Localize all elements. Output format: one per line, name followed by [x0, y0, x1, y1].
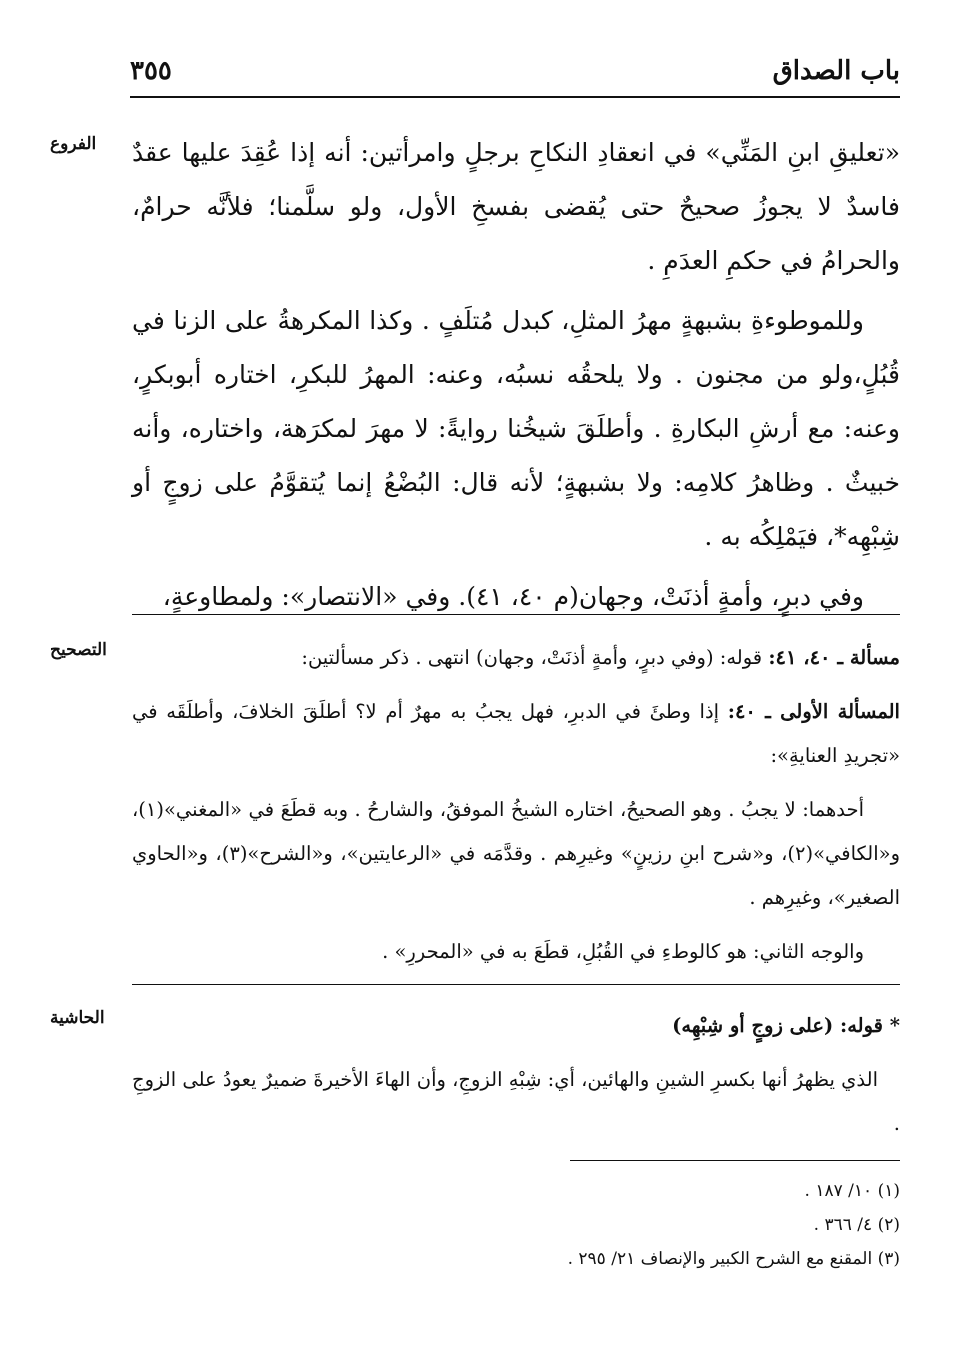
label-hashiya: الحاشية	[50, 1008, 105, 1028]
footnote-divider	[570, 1160, 900, 1161]
footnote-1: (١) ١٠/ ١٨٧ .	[804, 1181, 900, 1201]
tashih-paragraph-3: أحدهما: لا يجبُ . وهو الصحيحُ، اختاره الشيخُ الموفقُ، والشارحُ . وبه قطَعَ في «المغني»(١)، و«الكافي»(٢)، و«شرح ابنِ رزينٍ» وغيرِهم . وقدَّمَه في «الرعايتين»، و«الشرح»(٣)، و«الحاوي الصغير»، وغيرِهم .	[132, 798, 901, 909]
tashih-heading-1: مسألة ـ ٤٠، ٤١:	[768, 646, 900, 669]
tashih-paragraph-4: والوجه الثاني: هو كالوطءِ في القُبُلِ، قطَعَ به في «المحررِ» .	[382, 940, 864, 963]
tashih-heading-2: المسألة الأولى ـ ٤٠:	[727, 700, 900, 723]
header-divider	[130, 96, 900, 98]
chapter-title: باب الصداق	[772, 56, 900, 86]
tashih-block	[132, 636, 900, 984]
footnotes	[132, 1174, 900, 1276]
hashiya-block	[132, 1004, 900, 1156]
main-paragraph-2: وللموطوءةِ بشبهةٍ مهرُ المثلِ، كبدل مُتلَفٍ . وكذا المكرهةُ على الزنا في قُبُلٍ،ولو من مجنون . ولا يلحقُه نسبُه، وعنه: المهرُ للبكرِ، اختاره أبوبكرٍ، وعنه: مع أرشِ البكارةِ . وأطلَقَ شيخُنا روايةً: لا مهرَ لمكرَهة، واختاره، وأنه خبيثٌ . وظاهرُ كلامِه: ولا بشبهةٍ؛ لأنه قال: البُضْعُ إنما يُتقوَّمُ على زوجٍ أو شِبْهِه*، فيَمْلِكُه به .	[132, 306, 900, 551]
hashiya-heading: * قوله: (على زوجٍ أو شِبْهِه)	[672, 1014, 900, 1037]
tashih-text-2: إذا وطئَ في الدبرِ، فهل يجبُ به مهرٌ أم لا؟ أطلَقَ الخلافَ، وأطلَقَه في «تجريدِ العنايةِ»:	[132, 700, 900, 767]
section-divider-hashiya	[132, 984, 900, 985]
main-text-block	[132, 126, 900, 630]
main-paragraph-1: «تعليقِ ابنِ المَنِّي» في انعقادِ النكاحِ برجلٍ وامرأتين: أنه إذا عُقِدَ عليها عقدٌ فاسدٌ لا يجوزُ صحيحٌ حتى يُقضى بفسخِ الأول، ولو سلَّمنا؛ فلأنَّه حرامٌ، والحرامُ في حكمِ العدَمِ .	[132, 138, 900, 275]
footnote-2: (٢) ٤/ ٣٦٦ .	[813, 1215, 900, 1235]
page-header	[130, 56, 900, 96]
tashih-paragraph-1	[132, 636, 900, 680]
label-tashih: التصحيح	[50, 640, 107, 660]
tashih-paragraph-2	[132, 690, 900, 778]
tashih-text-1: قوله: (وفي دبرٍ، وأمةٍ أذنَتْ، وجهان) انتهى . ذكر مسألتين:	[301, 646, 769, 669]
page-number: ٣٥٥	[130, 56, 172, 86]
main-paragraph-3: وفي دبرٍ، وأمةٍ أذنَتْ، وجهان(م ٤٠، ٤١). وفي «الانتصار»: ولمطاوعةٍ،	[162, 582, 864, 611]
footnote-3: (٣) المقنع مع الشرح الكبير والإنصاف ٢١/ ٢٩٥ .	[567, 1249, 900, 1269]
hashiya-text: الذي يظهرُ أنها بكسرِ الشينِ والهائين، أي: شِبْهِ الزوجِ، وأن الهاءَ الأخيرةَ ضميرٌ يعودُ على الزوجِ .	[132, 1068, 900, 1135]
label-furu: الفروع	[50, 134, 97, 154]
section-divider-tashih	[132, 614, 900, 615]
